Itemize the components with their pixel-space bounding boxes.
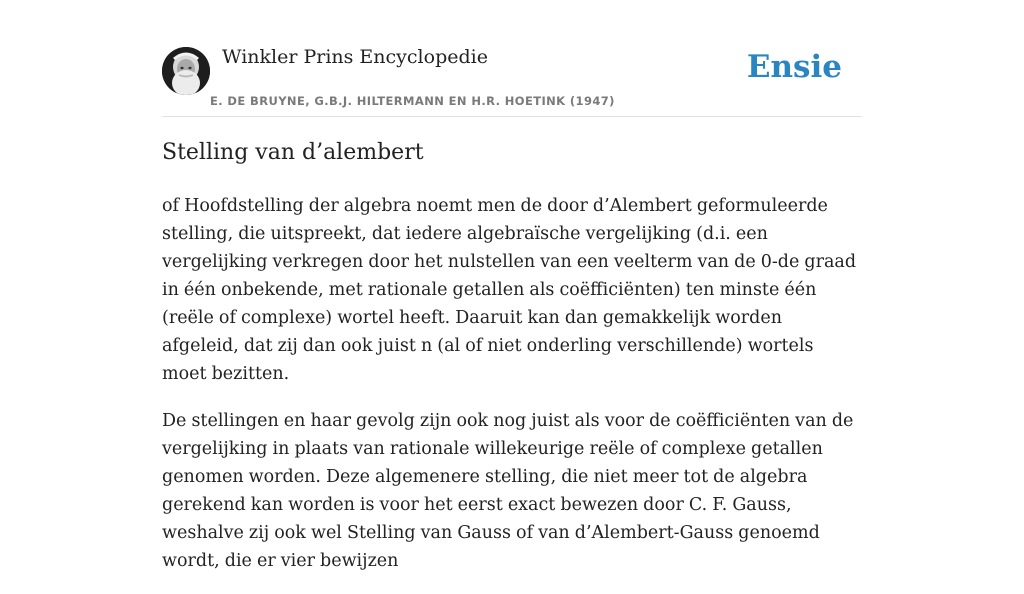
paragraph: De stellingen en haar gevolg zijn ook nog juist als voor de coëfficiënten van de vergelijking in plaats van rationale willekeurige reële of complexe getallen genomen worden. Deze algemenere stelling, die niet meer tot de algebra gerekend kan worden is voor het eerst exact bewezen door C. F. Gauss, weshalve zij ook wel Stelling van Gauss of van d’Alembert-Gauss genoemd wordt, die er vier bewijzen bbox=[162, 411, 854, 571]
authors-line: E. DE BRUYNE, G.B.J. HILTERMANN EN H.R. HOETINK (1947) bbox=[210, 94, 615, 108]
page bbox=[162, 0, 862, 571]
header bbox=[162, 0, 862, 117]
article-body bbox=[162, 192, 862, 594]
paragraph: of Hoofdstelling der algebra noemt men de door d’Alembert geformuleerde stelling, die uitspreekt, dat iedere algebraïsche vergelijking (d.i. een vergelijking verkregen door het nulstellen van een veelterm van de 0-de graad in één onbekende, met rationale getallen als coëfficiënten) ten minste één (reële of complexe) wortel heeft. Daaruit kan dan gemakkelijk worden afgeleid, dat zij dan ook juist n (al of niet onderling verschillende) wortels moet bezitten. bbox=[162, 196, 857, 384]
encyclopedia-title[interactable]: Winkler Prins Encyclopedie bbox=[222, 46, 488, 68]
author-avatar bbox=[162, 47, 210, 95]
article-title: Stelling van d’alembert bbox=[162, 140, 424, 165]
brand-logo[interactable]: Ensie bbox=[746, 49, 842, 85]
portrait-image bbox=[162, 47, 210, 95]
